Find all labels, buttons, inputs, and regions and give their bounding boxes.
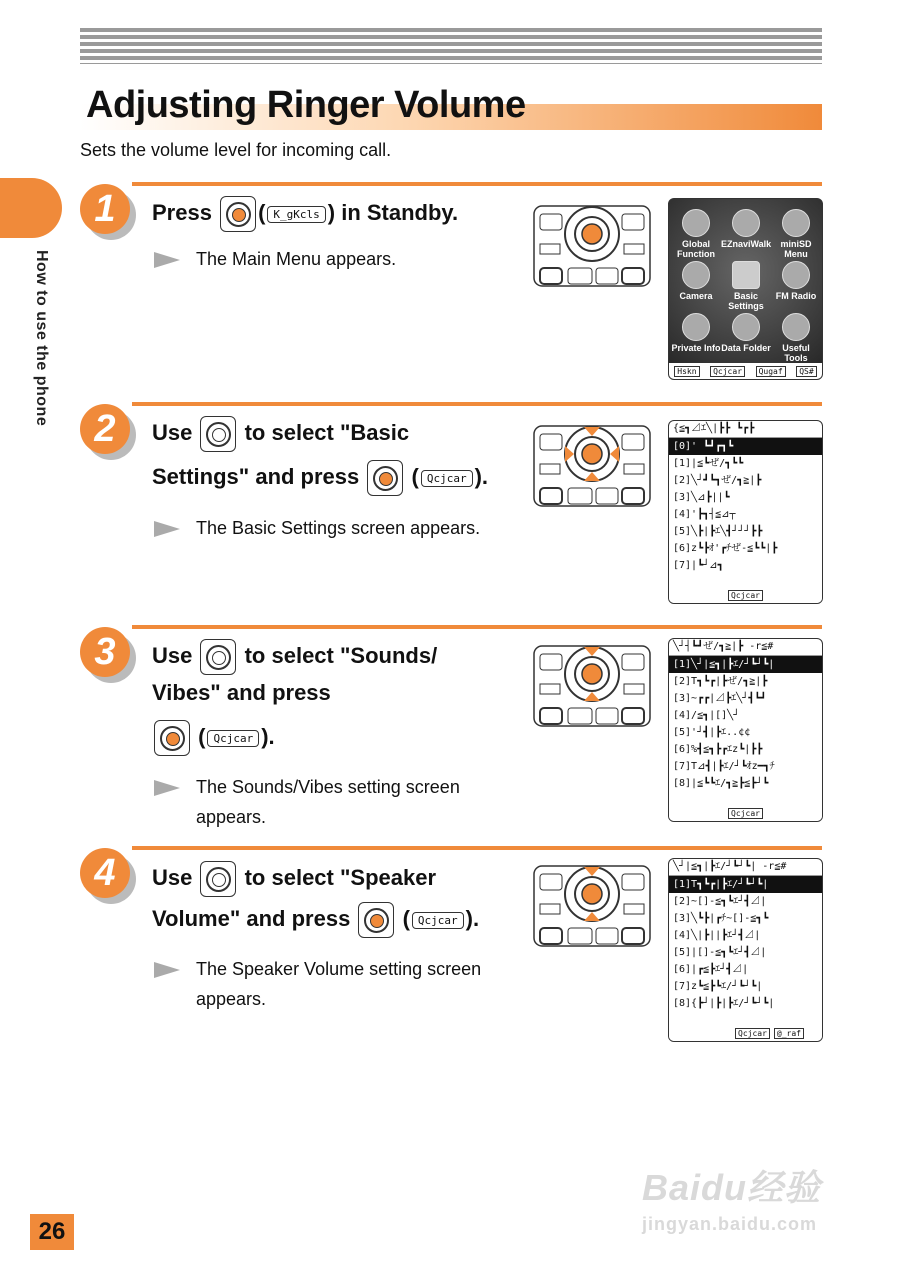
basic-settings-screen — [668, 420, 823, 604]
softkey-bar: Hskn Qcjcar Qugaf QS# — [669, 363, 822, 379]
step-1-result: The Main Menu appears. — [196, 249, 397, 269]
list-item: [5]'┘┫|┣ｴ..¢¢ — [673, 727, 751, 738]
phone-keypad-icon — [532, 204, 652, 288]
phone-keypad-icon — [532, 424, 652, 508]
main-menu-screen — [668, 198, 823, 380]
watermark-url: jingyan.baidu.com — [642, 1214, 818, 1234]
screen-header: {≦┓⊿ｴ╲|┣┣ ┗┏┣ — [669, 421, 822, 438]
page-number: 26 — [30, 1214, 74, 1250]
list-item: [6]%┫≦┓┣┏ｴz┗|┣┣ — [673, 744, 763, 755]
phone-keypad-icon — [532, 644, 652, 728]
header-rule-lines — [80, 28, 822, 64]
navigation-key-icon — [200, 861, 236, 897]
step-1-number: 1 — [80, 184, 132, 236]
step-3-instruction-line3: ( Qcjcar ). — [152, 720, 275, 756]
step-4-number: 4 — [80, 848, 132, 900]
center-key-icon — [358, 902, 394, 938]
softkey-label: Qcjcar — [207, 730, 259, 747]
step-3-number: 3 — [80, 627, 132, 679]
list-item: [4]'┣┓┤≦⊿┬ — [673, 509, 736, 520]
list-item: [2]~[]-≦┓┗ｴ┘┫⊿| — [673, 896, 767, 907]
step-2-instruction-line2: Settings" and press ( Qcjcar ). — [152, 460, 488, 496]
menu-item: FM Radio — [771, 261, 821, 301]
menu-item: Camera — [671, 261, 721, 301]
center-key-icon — [367, 460, 403, 496]
result-arrow-icon — [154, 521, 180, 537]
page-title: Adjusting Ringer Volume — [86, 84, 526, 126]
menu-item: Data Folder — [721, 313, 771, 353]
center-key-icon — [220, 196, 256, 232]
list-item: [2]╲┘┛┗┓ぜ/┓≧|┣ — [673, 475, 762, 486]
result-arrow-icon — [154, 962, 180, 978]
list-item: [0]' ┗┛┏┓┗ — [669, 438, 822, 455]
list-item: [3]╲┗┣|┏ﾁ~[]-≦┓┗ — [673, 913, 769, 924]
list-item: [4]/≦┓|[]╲┘ — [673, 710, 740, 721]
list-item: [2]T┓┗┏|┣ぜ/┓≧|┣ — [673, 676, 768, 687]
list-item: [5]╲┣|┣ｴ╲┫┘┘┘┣┣ — [673, 526, 763, 537]
step-4-result-line2: appears. — [196, 989, 267, 1009]
step-4-instruction-line1: Use to select "Speaker — [152, 861, 436, 897]
step-2-number: 2 — [80, 404, 132, 456]
speaker-volume-screen — [668, 858, 823, 1042]
list-item: [8]{┣┘|┣|┣ｴ/┘┗┘┗| — [673, 998, 775, 1009]
step-4-instruction-line2: Volume" and press ( Qcjcar ). — [152, 902, 479, 938]
step-3-result-line1: The Sounds/Vibes setting screen — [196, 777, 460, 797]
softkey-label: K_gKcls — [267, 206, 325, 223]
softkey-label: Qcjcar — [412, 912, 464, 929]
step-3-rule — [132, 625, 822, 629]
list-item: [4]╲|┣||┣ｴ┘┫⊿| — [673, 930, 761, 941]
step-1-instruction: Press ( K_gKcls ) in Standby. — [152, 196, 458, 232]
watermark — [642, 1160, 822, 1234]
screen-header: ╲┘|≦┓|┣ｴ/┘┗┘┗| -r≦# — [669, 859, 822, 876]
list-item: [3]~┏┏|⊿┣ｴ╲┘┫┗┛ — [673, 693, 767, 704]
menu-item: Global Function — [671, 209, 721, 259]
menu-item: miniSD Menu — [771, 209, 821, 259]
list-item: [7]|┗┘⊿┓ — [673, 560, 724, 571]
list-item: [8]|≦┗┗ｴ/┓≧┣≦┣┘┗ — [673, 778, 769, 789]
center-key-icon — [154, 720, 190, 756]
softkey-bar: Qcjcar — [669, 805, 822, 821]
menu-item: Basic Settings — [721, 261, 771, 311]
softkey-bar: Qcjcar @_raf — [669, 1025, 822, 1041]
step-3-result-line2: appears. — [196, 807, 267, 827]
list-item: [1]╲┘|≦┓|┣ｴ/┘┗┘┗| — [669, 656, 822, 673]
screen-header: ╲┘┤┗┛ぜ/┓≧|┣ -r≦# — [669, 639, 822, 656]
list-item: [1]|≦┗ぜ/┓┗┗ — [673, 458, 744, 469]
step-4-result-line1: The Speaker Volume setting screen — [196, 959, 482, 979]
watermark-brand: Baidu经验 — [642, 1167, 822, 1208]
list-item: [3]╲⊿┣||┗ — [673, 492, 730, 503]
list-item: [7]T⊿┫|┣ｴ/┘┗ｵz━┓ﾁ — [673, 761, 775, 772]
sounds-vibes-screen — [668, 638, 823, 822]
softkey-bar: Qcjcar — [669, 587, 822, 603]
result-arrow-icon — [154, 780, 180, 796]
step-2-result: The Basic Settings screen appears. — [196, 518, 481, 538]
step-4-rule — [132, 846, 822, 850]
step-3-instruction-line2: Vibes" and press — [152, 680, 331, 705]
step-3-instruction-line1: Use to select "Sounds/ — [152, 639, 437, 675]
phone-keypad-icon — [532, 864, 652, 948]
list-item: [5]|[]-≦┓┗ｴ┘┫⊿| — [673, 947, 767, 958]
menu-item: EZnaviWalk — [721, 209, 771, 249]
step-2-rule — [132, 402, 822, 406]
page-subtitle: Sets the volume level for incoming call. — [80, 140, 392, 160]
step-1-rule — [132, 182, 822, 186]
list-item: [7]z┗≦┣┗ｴ/┘┗┘┗| — [673, 981, 763, 992]
softkey-label: Qcjcar — [421, 470, 473, 487]
navigation-key-icon — [200, 416, 236, 452]
navigation-key-icon — [200, 639, 236, 675]
list-item: [1]T┓┗┏|┣ｴ/┘┗┘┗| — [669, 876, 822, 893]
list-item: [6]z┗┣ｵ'┏ﾁぜ-≦┗┗|┣ — [673, 543, 778, 554]
result-arrow-icon — [154, 252, 180, 268]
menu-item: Useful Tools — [771, 313, 821, 363]
section-tab — [0, 178, 62, 238]
step-2-instruction-line1: Use to select "Basic — [152, 416, 409, 452]
list-item: [6]|┏≦┣ｴ┘┫⊿| — [673, 964, 749, 975]
menu-item: Private Info — [671, 313, 721, 353]
section-label: How to use the phone — [33, 250, 50, 427]
